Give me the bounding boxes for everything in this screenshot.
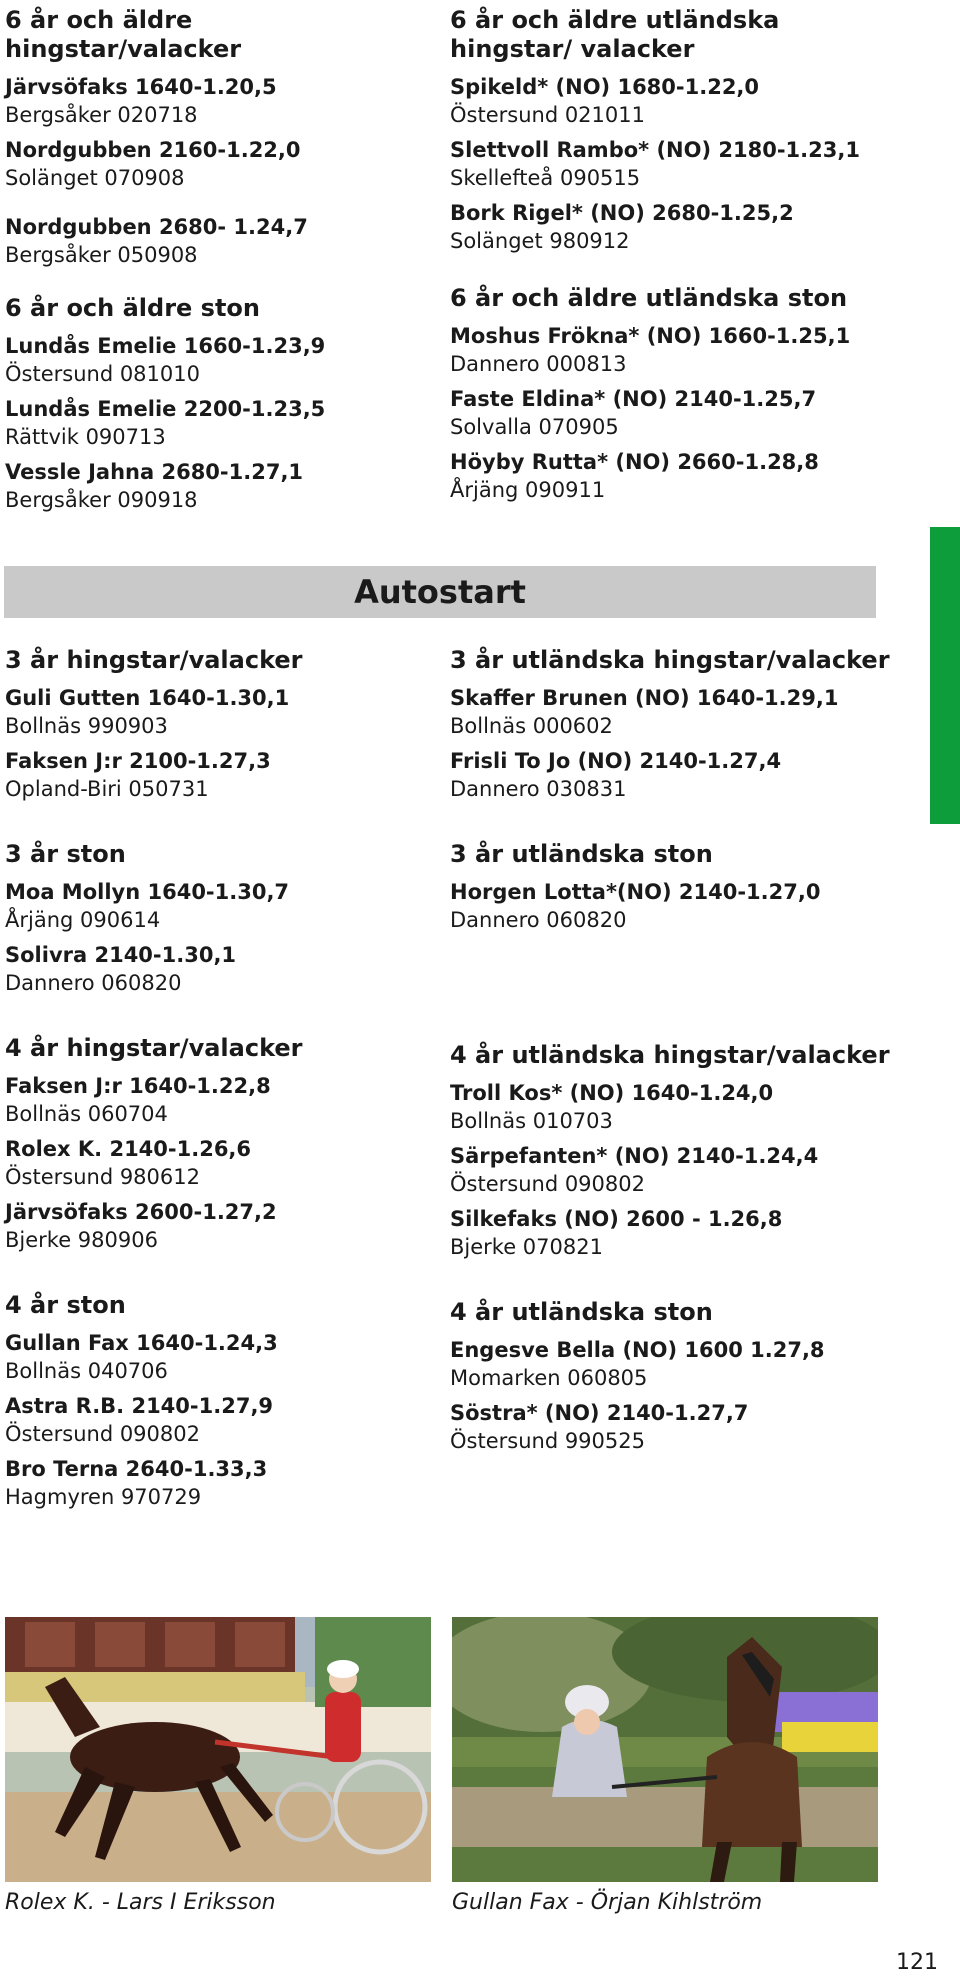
record-place: Dannero 060820 [450, 908, 627, 932]
record-group [450, 840, 890, 934]
record-place: Östersund 021011 [450, 103, 645, 127]
record-entry [450, 448, 870, 504]
record-place: Dannero 000813 [450, 352, 627, 376]
record-entry [5, 73, 435, 129]
record-place: Solvalla 070905 [450, 415, 619, 439]
record-group [5, 646, 435, 803]
record-place: Östersund 990525 [450, 1429, 645, 1453]
record-group [450, 646, 890, 803]
record-entry [450, 322, 870, 378]
record-entry [450, 1205, 890, 1261]
record-text: Rolex K. 2140-1.26,6 [5, 1137, 252, 1161]
photo-caption-left: Rolex K. - Lars I Eriksson [5, 1890, 276, 1915]
top-left-column [5, 6, 435, 521]
record-text: Bork Rigel* (NO) 2680-1.25,2 [450, 201, 794, 225]
record-text: Skaffer Brunen (NO) 1640-1.29,1 [450, 686, 839, 710]
record-text: Guli Gutten 1640-1.30,1 [5, 686, 290, 710]
record-place: Östersund 081010 [5, 362, 200, 386]
record-text: Järvsöfaks 1640-1.20,5 [5, 75, 277, 99]
record-text: Faksen J:r 1640-1.22,8 [5, 1074, 271, 1098]
record-place: Opland-Biri 050731 [5, 777, 209, 801]
green-edge-tab [930, 527, 960, 824]
record-group [450, 1298, 890, 1455]
record-group [450, 1041, 890, 1261]
record-place: Östersund 090802 [5, 1422, 200, 1446]
record-text: Faste Eldina* (NO) 2140-1.25,7 [450, 387, 817, 411]
record-place: Östersund 980612 [5, 1165, 200, 1189]
record-entry [5, 747, 435, 803]
record-place: Bjerke 980906 [5, 1228, 158, 1252]
record-place: Solänget 070908 [5, 166, 185, 190]
record-text: Särpefanten* (NO) 2140-1.24,4 [450, 1144, 819, 1168]
record-text: Horgen Lotta*(NO) 2140-1.27,0 [450, 880, 821, 904]
record-text: Nordgubben 2160-1.22,0 [5, 138, 301, 162]
record-group [5, 294, 435, 514]
record-text: Slettvoll Rambo* (NO) 2180-1.23,1 [450, 138, 860, 162]
record-entry [450, 878, 890, 934]
group-heading: 6 år och äldre ston [5, 294, 260, 322]
group-heading: 3 år ston [5, 840, 126, 868]
record-entry [450, 1079, 890, 1135]
record-entry [450, 385, 870, 441]
record-text: Lundås Emelie 1660-1.23,9 [5, 334, 326, 358]
top-right-column [450, 6, 870, 511]
record-place: Bjerke 070821 [450, 1235, 603, 1259]
page-number: 121 [896, 1950, 938, 1975]
record-entry [5, 1072, 435, 1128]
record-entry [5, 332, 435, 388]
record-text: Engesve Bella (NO) 1600 1.27,8 [450, 1338, 825, 1362]
photo-rolex-k [5, 1617, 431, 1882]
record-place: Bergsåker 090918 [5, 488, 198, 512]
group-heading: 4 år utländska hingstar/valacker [450, 1041, 890, 1069]
record-entry [5, 213, 435, 269]
group-heading: 4 år utländska ston [450, 1298, 713, 1326]
record-place: Årjäng 090911 [450, 478, 606, 502]
record-group [5, 1034, 435, 1254]
record-text: Solivra 2140-1.30,1 [5, 943, 237, 967]
record-text: Spikeld* (NO) 1680-1.22,0 [450, 75, 760, 99]
record-text: Frisli To Jo (NO) 2140-1.27,4 [450, 749, 782, 773]
record-entry [5, 1135, 435, 1191]
record-group [450, 284, 870, 504]
record-place: Dannero 030831 [450, 777, 627, 801]
record-group [5, 1291, 435, 1511]
record-place: Årjäng 090614 [5, 908, 161, 932]
record-entry [450, 1142, 890, 1198]
record-entry [5, 1455, 435, 1511]
record-text: Gullan Fax 1640-1.24,3 [5, 1331, 278, 1355]
record-group [5, 6, 435, 192]
record-entry [450, 684, 890, 740]
photo-caption-right: Gullan Fax - Örjan Kihlström [452, 1890, 763, 1915]
record-entry [450, 136, 870, 192]
record-entry [5, 395, 435, 451]
record-entry [5, 458, 435, 514]
record-place: Bergsåker 050908 [5, 243, 198, 267]
record-text: Astra R.B. 2140-1.27,9 [5, 1394, 274, 1418]
record-place: Bollnäs 000602 [450, 714, 613, 738]
record-place: Momarken 060805 [450, 1366, 648, 1390]
record-text: Vessle Jahna 2680-1.27,1 [5, 460, 304, 484]
record-text: Söstra* (NO) 2140-1.27,7 [450, 1401, 749, 1425]
record-group [450, 6, 870, 255]
record-text: Lundås Emelie 2200-1.23,5 [5, 397, 326, 421]
record-text: Silkefaks (NO) 2600 - 1.26,8 [450, 1207, 783, 1231]
group-heading: 6 år och äldre utländska hingstar/ valacker [450, 6, 780, 63]
record-text: Faksen J:r 2100-1.27,3 [5, 749, 271, 773]
photo-gullan-fax [452, 1617, 878, 1882]
section-header-autostart: Autostart [4, 566, 876, 618]
group-heading: 3 år utländska hingstar/valacker [450, 646, 890, 674]
record-place: Solänget 980912 [450, 229, 630, 253]
record-place: Skellefteå 090515 [450, 166, 641, 190]
record-entry [5, 1198, 435, 1254]
record-text: Järvsöfaks 2600-1.27,2 [5, 1200, 277, 1224]
record-text: Moshus Frökna* (NO) 1660-1.25,1 [450, 324, 851, 348]
record-entry [450, 1336, 890, 1392]
record-place: Hagmyren 970729 [5, 1485, 202, 1509]
record-text: Nordgubben 2680- 1.24,7 [5, 215, 308, 239]
record-entry [5, 684, 435, 740]
record-entry [5, 941, 435, 997]
bottom-right-column [450, 646, 890, 1462]
group-heading: 6 år och äldre hingstar/valacker [5, 6, 242, 63]
record-entry [450, 1399, 890, 1455]
group-heading: 4 år ston [5, 1291, 126, 1319]
record-place: Dannero 060820 [5, 971, 182, 995]
record-entry [450, 747, 890, 803]
group-heading: 6 år och äldre utländska ston [450, 284, 848, 312]
record-place: Bollnäs 990903 [5, 714, 168, 738]
group-heading: 3 år hingstar/valacker [5, 646, 303, 674]
group-heading: 4 år hingstar/valacker [5, 1034, 303, 1062]
record-text: Höyby Rutta* (NO) 2660-1.28,8 [450, 450, 819, 474]
record-group [5, 213, 435, 269]
record-text: Moa Mollyn 1640-1.30,7 [5, 880, 290, 904]
record-place: Bollnäs 040706 [5, 1359, 168, 1383]
record-entry [5, 1329, 435, 1385]
record-group [5, 840, 435, 997]
record-place: Bergsåker 020718 [5, 103, 198, 127]
record-text: Bro Terna 2640-1.33,3 [5, 1457, 268, 1481]
bottom-left-column [5, 646, 435, 1518]
record-entry [450, 199, 870, 255]
record-place: Bollnäs 010703 [450, 1109, 613, 1133]
record-entry [5, 1392, 435, 1448]
record-place: Rättvik 090713 [5, 425, 166, 449]
group-heading: 3 år utländska ston [450, 840, 713, 868]
record-place: Östersund 090802 [450, 1172, 645, 1196]
record-entry [5, 136, 435, 192]
record-entry [5, 878, 435, 934]
record-text: Troll Kos* (NO) 1640-1.24,0 [450, 1081, 774, 1105]
record-place: Bollnäs 060704 [5, 1102, 168, 1126]
record-entry [450, 73, 870, 129]
